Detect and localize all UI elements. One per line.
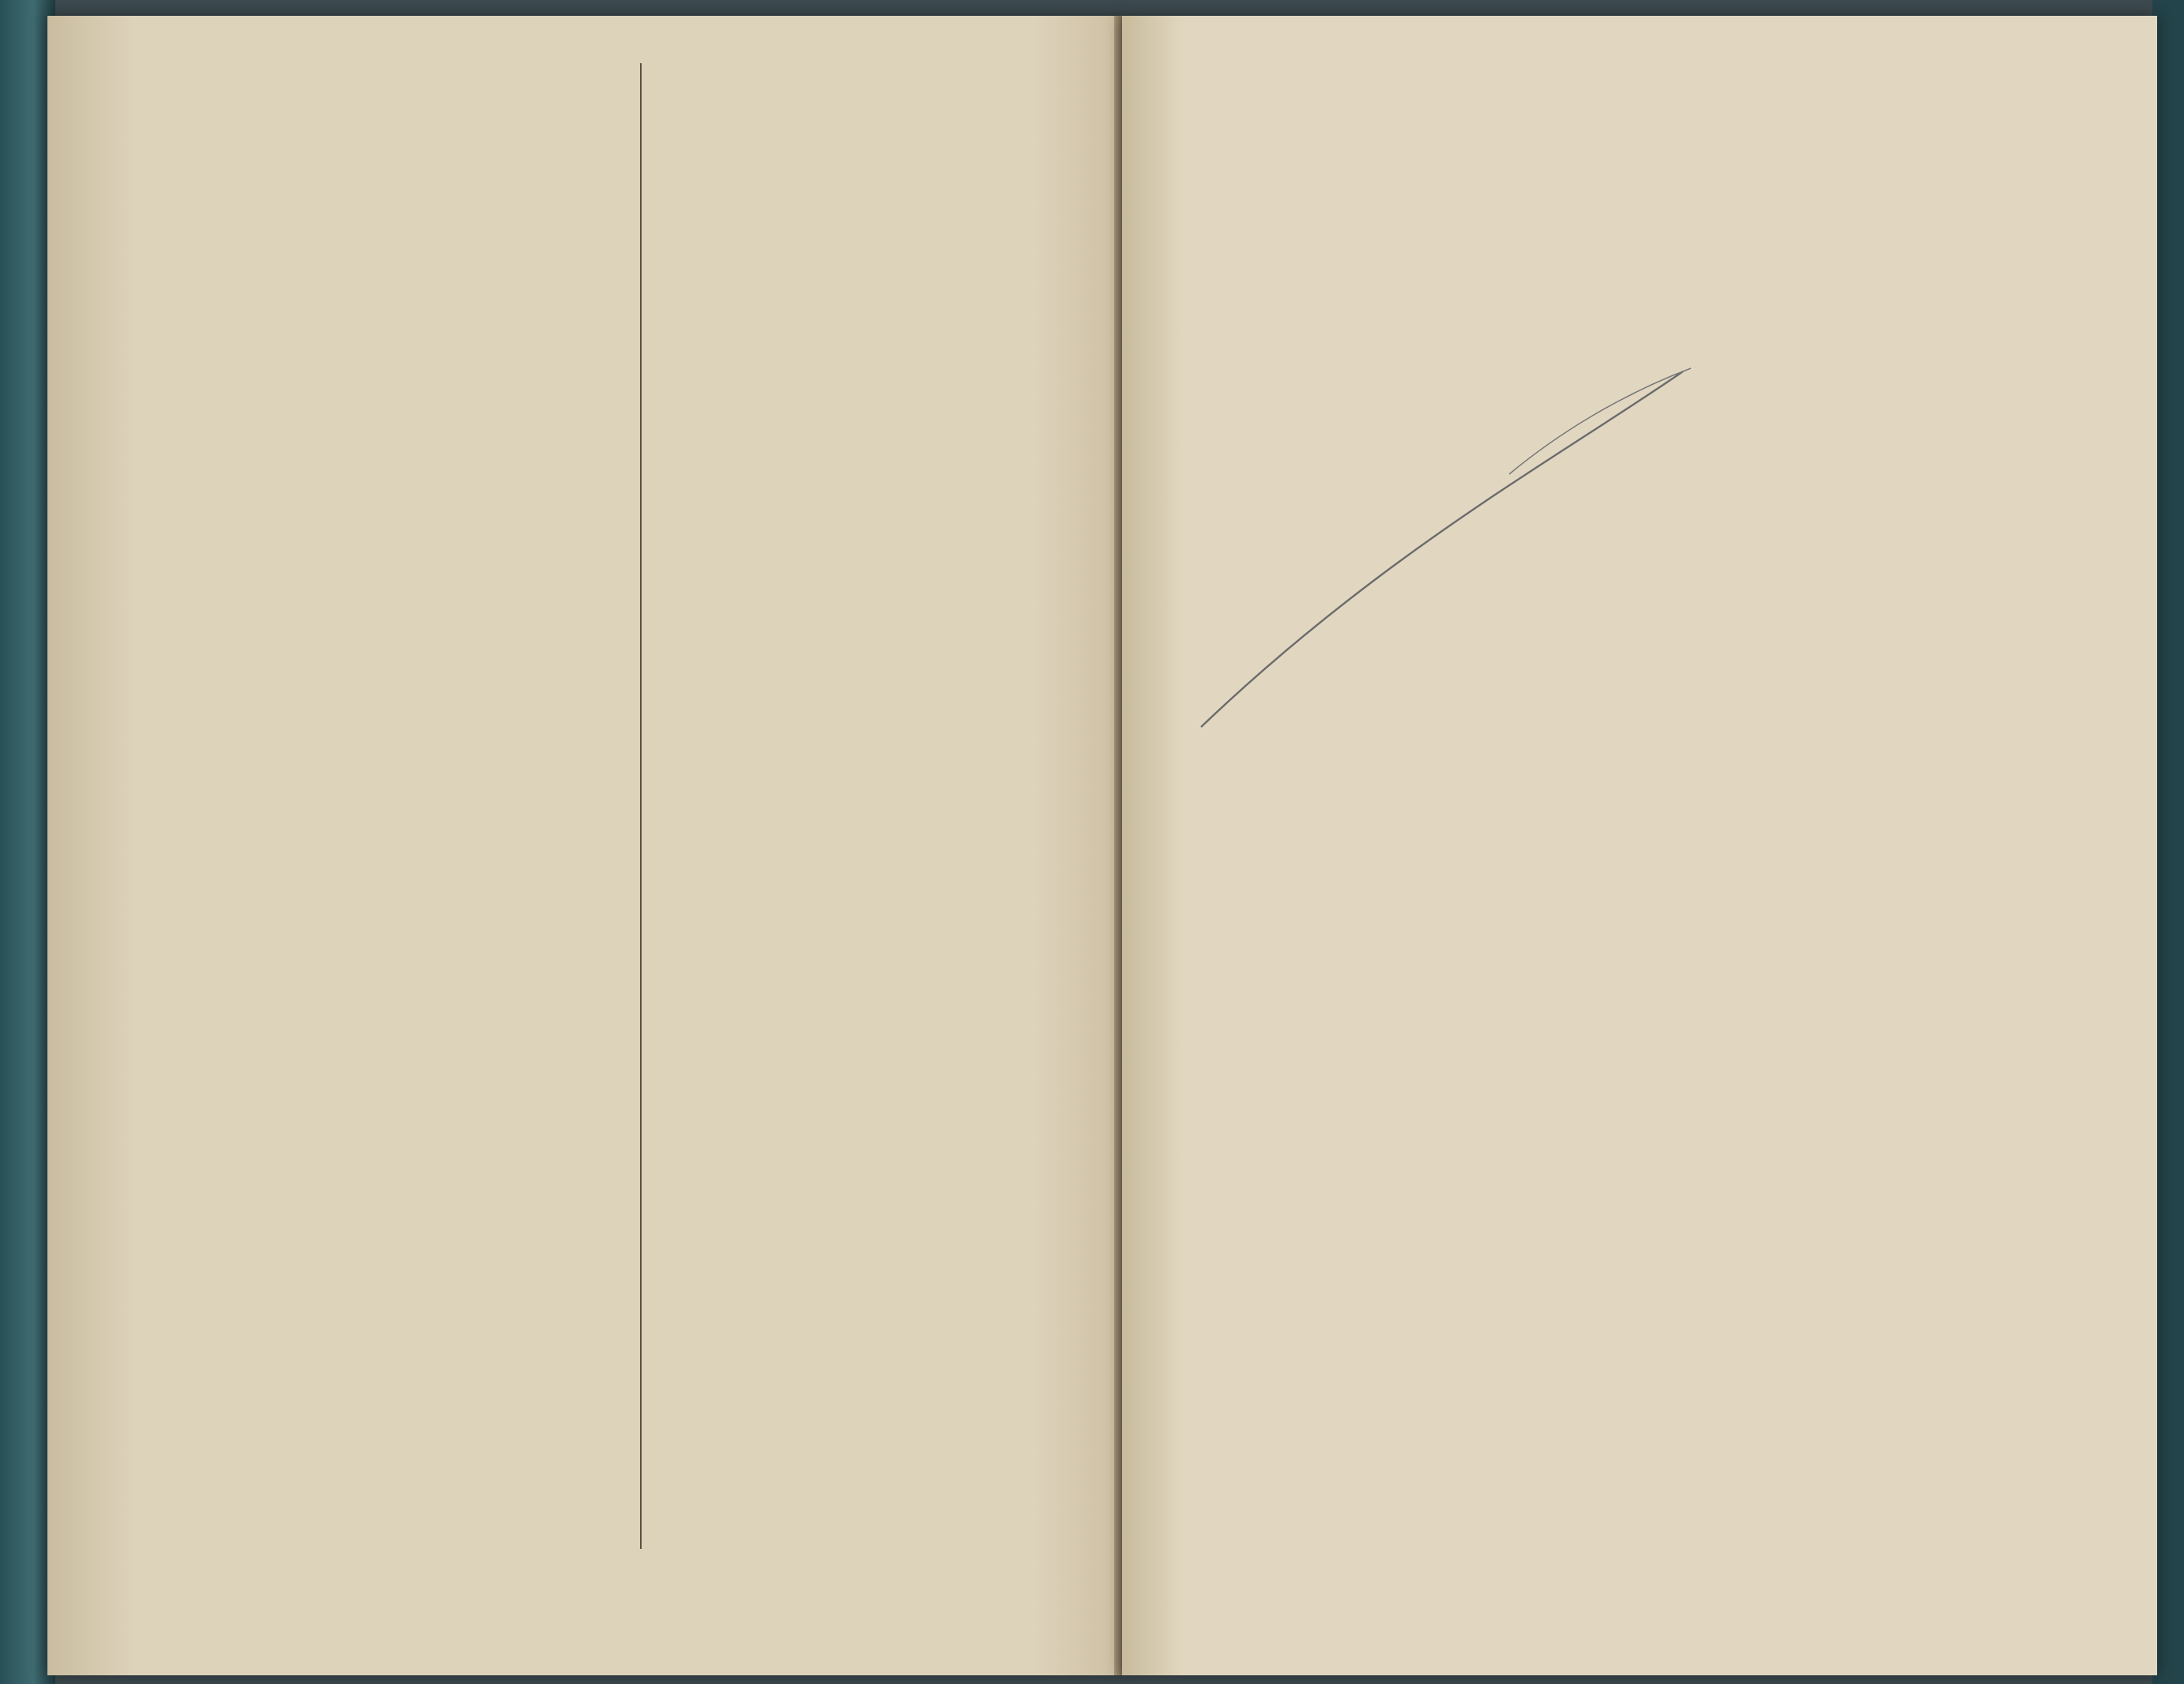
left-page <box>47 16 1122 1675</box>
right-page <box>1122 16 2157 1675</box>
book-cover-right <box>2152 0 2184 1684</box>
column-divider <box>640 63 642 1549</box>
pencil-strike <box>1146 348 1699 743</box>
